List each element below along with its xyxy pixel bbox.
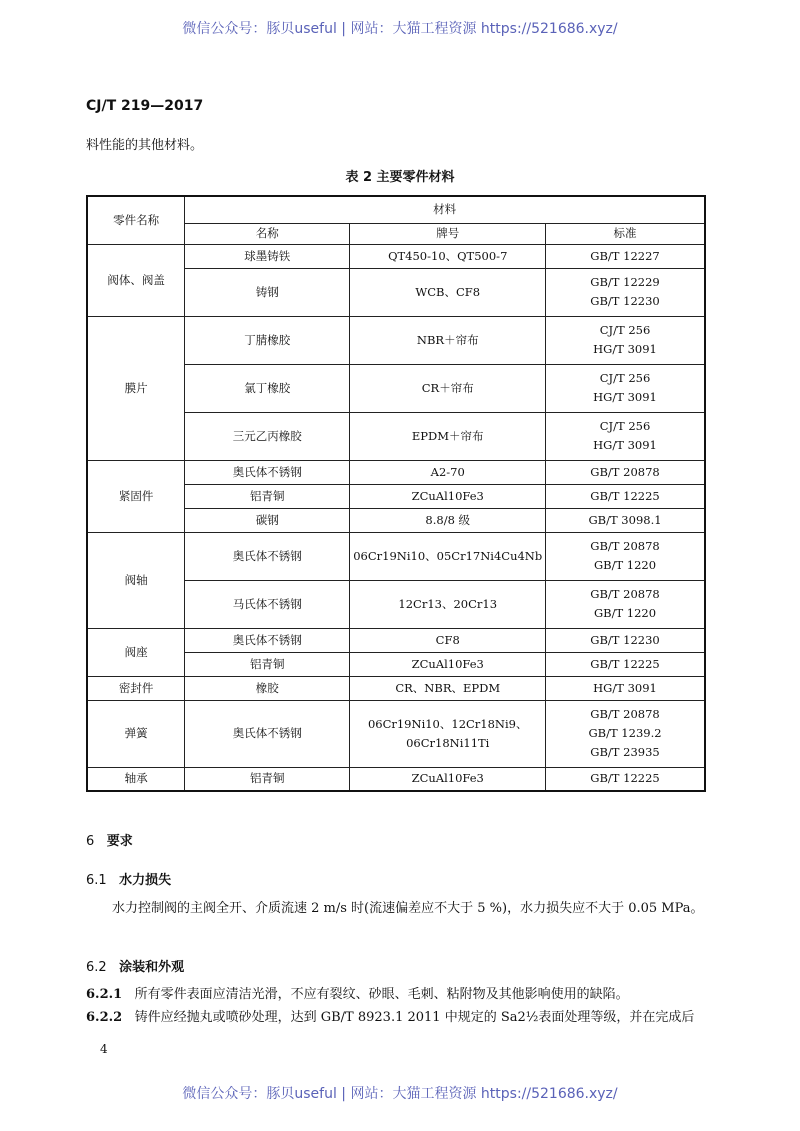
- standard-code: HG/T 3091: [593, 390, 657, 404]
- table-row: [87, 767, 705, 791]
- standard-code: GB/T 20878: [590, 464, 660, 479]
- grade-cell: NBR＋帘布: [350, 316, 546, 364]
- clause-6-2-1: [86, 983, 706, 1007]
- continuation-text: 料性能的其他材料。: [86, 138, 204, 153]
- table-title: 表 2 主要零件材料: [345, 170, 455, 185]
- standard-code: GB/T 12230: [590, 632, 660, 647]
- section-6-1-body: 水力控制阀的主阀全开、介质流速 2 m/s 时(流速偏差应不大于 5 %)，水力损失应不大于 0.05 MPa。: [112, 901, 704, 916]
- standard-cell: [546, 460, 705, 484]
- section-title: 涂装和外观: [119, 960, 185, 975]
- header-material: 材料: [185, 196, 705, 223]
- grade-cell: ZCuAl10Fe3: [350, 484, 546, 508]
- standard-number: CJ/T 219—2017: [86, 98, 204, 114]
- grade-cell: 06Cr19Ni10、05Cr17Ni4Cu4Nb: [350, 532, 546, 580]
- standard-cell: [546, 364, 705, 412]
- table-row: [87, 244, 705, 268]
- table-row: [87, 316, 705, 364]
- header-part-name: 零件名称: [87, 196, 185, 244]
- standard-cell: [546, 580, 705, 628]
- standard-code: HG/T 3091: [593, 342, 657, 356]
- standard-cell: [546, 268, 705, 316]
- standard-code: GB/T 12230: [590, 294, 660, 308]
- header-standard: 标准: [546, 223, 705, 244]
- material-name-cell: 碳钢: [185, 508, 350, 532]
- standard-code: GB/T 12225: [590, 771, 660, 786]
- material-name-cell: 铝青铜: [185, 484, 350, 508]
- watermark-top: 微信公众号：豚贝useful | 网站：大猫工程资源 https://521686.xyz/: [182, 21, 618, 37]
- material-name-cell: 奥氏体不锈钢: [185, 532, 350, 580]
- section-number: 6.1: [86, 873, 107, 888]
- material-name-cell: 铸钢: [185, 268, 350, 316]
- standard-code: GB/T 3098.1: [588, 512, 662, 527]
- grade-cell: A2-70: [350, 460, 546, 484]
- standard-cell: [546, 676, 705, 700]
- standard-cell: [546, 412, 705, 460]
- grade-cell: CR、NBR、EPDM: [350, 676, 546, 700]
- materials-table: [86, 195, 706, 792]
- grade-cell: WCB、CF8: [350, 268, 546, 316]
- material-name-cell: 三元乙丙橡胶: [185, 412, 350, 460]
- grade-cell: 06Cr19Ni10、12Cr18Ni9、06Cr18Ni11Ti: [350, 700, 546, 767]
- header-name: 名称: [185, 223, 350, 244]
- section-6-1-heading: [86, 869, 171, 888]
- part-name-cell: 弹簧: [87, 700, 185, 767]
- section-title: 要求: [106, 834, 133, 849]
- standard-code: GB/T 20878: [590, 707, 660, 721]
- grade-cell: 12Cr13、20Cr13: [350, 580, 546, 628]
- standard-code: GB/T 1220: [593, 558, 657, 572]
- part-name-cell: 密封件: [87, 676, 185, 700]
- material-name-cell: 奥氏体不锈钢: [185, 628, 350, 652]
- standard-cell: [546, 244, 705, 268]
- standard-code: HG/T 3091: [593, 438, 657, 452]
- standard-cell: [546, 316, 705, 364]
- standard-code: GB/T 12229: [590, 275, 660, 289]
- table-row: [87, 700, 705, 767]
- part-name-cell: 紧固件: [87, 460, 185, 532]
- table-row: [87, 460, 705, 484]
- table-row: [87, 628, 705, 652]
- part-name-cell: 轴承: [87, 767, 185, 791]
- standard-code: CJ/T 256: [599, 419, 651, 433]
- clause-6-2-2: [86, 1006, 706, 1030]
- section-title: 水力损失: [119, 873, 172, 888]
- standard-code: GB/T 1220: [593, 606, 657, 620]
- material-name-cell: 球墨铸铁: [185, 244, 350, 268]
- header-grade: 牌号: [350, 223, 546, 244]
- part-name-cell: 阀体、阀盖: [87, 244, 185, 316]
- section-number: 6.2: [86, 960, 107, 975]
- standard-code: GB/T 20878: [590, 539, 660, 553]
- table-body: [87, 244, 705, 791]
- material-name-cell: 奥氏体不锈钢: [185, 460, 350, 484]
- section-6-2-heading: [86, 956, 184, 975]
- standard-code: GB/T 23935: [590, 745, 660, 759]
- grade-cell: 8.8/8 级: [350, 508, 546, 532]
- standard-code: GB/T 20878: [590, 587, 660, 601]
- grade-cell: CF8: [350, 628, 546, 652]
- standard-code: HG/T 3091: [593, 680, 657, 695]
- material-name-cell: 马氏体不锈钢: [185, 580, 350, 628]
- grade-cell: CR＋帘布: [350, 364, 546, 412]
- grade-cell: ZCuAl10Fe3: [350, 652, 546, 676]
- standard-code: GB/T 1239.2: [588, 726, 662, 740]
- clause-number: 6.2.2: [86, 1010, 123, 1025]
- part-name-cell: 膜片: [87, 316, 185, 460]
- material-name-cell: 丁腈橡胶: [185, 316, 350, 364]
- standard-code: GB/T 12227: [590, 248, 660, 263]
- standard-code: GB/T 12225: [590, 488, 660, 503]
- clause-text: 铸件应经抛丸或喷砂处理，达到 GB/T 8923.1 2011 中规定的 Sa2½表面处理等级，并在完成后: [134, 1010, 695, 1025]
- section-6-heading: [86, 830, 133, 849]
- part-name-cell: 阀轴: [87, 532, 185, 628]
- clause-number: 6.2.1: [86, 987, 123, 1002]
- grade-cell: EPDM＋帘布: [350, 412, 546, 460]
- material-name-cell: 铝青铜: [185, 652, 350, 676]
- part-name-cell: 阀座: [87, 628, 185, 676]
- standard-cell: [546, 508, 705, 532]
- grade-cell: ZCuAl10Fe3: [350, 767, 546, 791]
- watermark-bottom: 微信公众号：豚贝useful | 网站：大猫工程资源 https://521686.xyz/: [182, 1086, 618, 1102]
- standard-cell: [546, 767, 705, 791]
- standard-cell: [546, 700, 705, 767]
- standard-cell: [546, 652, 705, 676]
- standard-cell: [546, 628, 705, 652]
- material-name-cell: 奥氏体不锈钢: [185, 700, 350, 767]
- table-row: [87, 676, 705, 700]
- standard-code: GB/T 12225: [590, 656, 660, 671]
- grade-cell: QT450-10、QT500-7: [350, 244, 546, 268]
- standard-cell: [546, 484, 705, 508]
- standard-cell: [546, 532, 705, 580]
- clause-text: 所有零件表面应清洁光滑，不应有裂纹、砂眼、毛刺、粘附物及其他影响使用的缺陷。: [134, 987, 629, 1002]
- material-name-cell: 氯丁橡胶: [185, 364, 350, 412]
- section-number: 6: [86, 834, 95, 849]
- table-row: [87, 532, 705, 580]
- material-name-cell: 橡胶: [185, 676, 350, 700]
- standard-code: CJ/T 256: [599, 323, 651, 337]
- standard-code: CJ/T 256: [599, 371, 651, 385]
- material-name-cell: 铝青铜: [185, 767, 350, 791]
- page-number: 4: [100, 1042, 108, 1056]
